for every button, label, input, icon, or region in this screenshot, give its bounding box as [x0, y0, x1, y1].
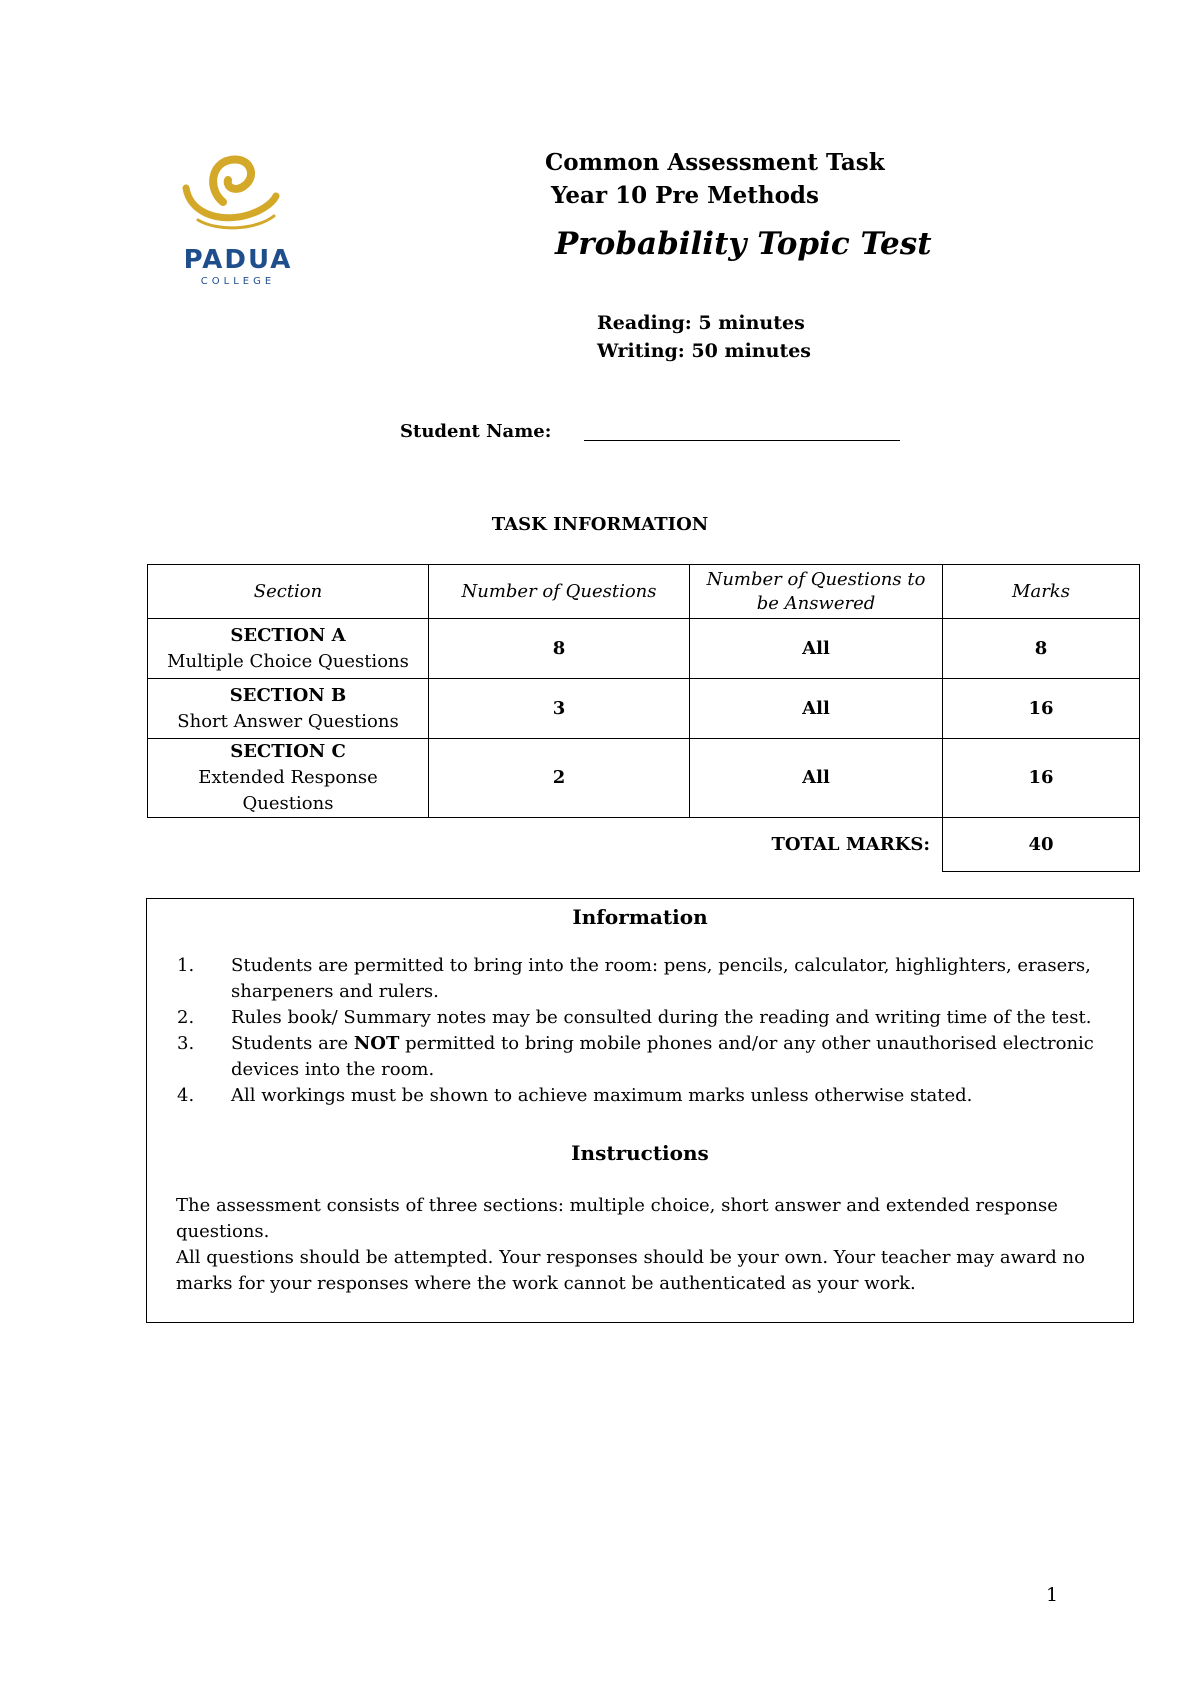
- list-text: Students are: [231, 1033, 354, 1054]
- task-information-table: [147, 564, 1140, 872]
- answered-cell: All: [690, 679, 943, 739]
- section-name: SECTION B: [229, 684, 347, 706]
- table-row: [148, 619, 1140, 679]
- header-line-1: Common Assessment Task: [545, 149, 885, 176]
- section-desc: Multiple Choice Questions: [167, 650, 409, 672]
- list-number: 2.: [177, 1007, 195, 1028]
- answered-cell: All: [690, 739, 943, 818]
- questions-cell: 3: [429, 679, 690, 739]
- list-item: [177, 1031, 1107, 1083]
- information-heading: Information: [572, 905, 708, 929]
- list-item: [177, 1083, 1107, 1109]
- table-header-row: [148, 565, 1140, 619]
- instructions-text: [176, 1193, 1116, 1297]
- column-header: Number of Questions: [429, 565, 690, 619]
- table-row: [148, 679, 1140, 739]
- total-marks-value: 40: [943, 818, 1140, 872]
- padua-college-logo: [168, 150, 308, 290]
- student-name-label: Student Name:: [400, 421, 552, 442]
- information-list: [177, 953, 1107, 1109]
- list-text-bold: NOT: [353, 1033, 400, 1054]
- logo-sub: COLLEGE: [200, 276, 276, 287]
- reading-time: Reading: 5 minutes: [597, 312, 805, 334]
- logo-name: PADUA: [183, 245, 293, 275]
- padua-logo-mark-icon: [168, 150, 308, 290]
- marks-cell: 16: [943, 679, 1140, 739]
- list-number: 4.: [177, 1085, 195, 1106]
- list-number: 3.: [177, 1033, 195, 1054]
- section-name: SECTION C: [230, 741, 346, 762]
- page-title: Probability Topic Test: [555, 226, 932, 262]
- list-text: Students are permitted to bring into the room: pens, pencils, calculator, highlighters, erasers, sharpeners and rulers.: [231, 955, 1091, 1002]
- questions-cell: 8: [429, 619, 690, 679]
- writing-time: Writing: 50 minutes: [597, 340, 812, 362]
- section-desc: Short Answer Questions: [177, 710, 399, 732]
- list-item: [177, 1005, 1107, 1031]
- list-text: All workings must be shown to achieve maximum marks unless otherwise stated.: [231, 1085, 973, 1106]
- header-line-2: Year 10 Pre Methods: [551, 182, 819, 209]
- student-name-field[interactable]: [584, 440, 900, 441]
- section-name: SECTION A: [230, 624, 346, 646]
- table-row: [148, 739, 1140, 818]
- total-marks-label: TOTAL MARKS:: [771, 833, 930, 855]
- section-cell: [148, 739, 429, 818]
- instructions-paragraph: The assessment consists of three sections: multiple choice, short answer and extended response questions.: [176, 1195, 1058, 1242]
- section-cell: [148, 619, 429, 679]
- marks-cell: 8: [943, 619, 1140, 679]
- list-text: permitted to bring mobile phones and/or any other unauthorised electronic devices into the room.: [231, 1033, 1094, 1080]
- marks-cell: 16: [943, 739, 1140, 818]
- list-text: Rules book/ Summary notes may be consulted during the reading and writing time of the test.: [231, 1007, 1092, 1028]
- task-information-heading: TASK INFORMATION: [491, 514, 709, 535]
- instructions-heading: Instructions: [571, 1141, 709, 1165]
- questions-cell: 2: [429, 739, 690, 818]
- list-number: 1.: [177, 955, 195, 976]
- section-desc: Extended Response Questions: [198, 767, 378, 814]
- answered-cell: All: [690, 619, 943, 679]
- section-cell: [148, 679, 429, 739]
- page-number: 1: [1046, 1584, 1059, 1606]
- list-item: [177, 953, 1107, 1005]
- information-box: [146, 898, 1134, 1323]
- column-header: Section: [148, 565, 429, 619]
- column-header: Marks: [943, 565, 1140, 619]
- instructions-paragraph: All questions should be attempted. Your responses should be your own. Your teacher may award no marks for your responses where the work cannot be authenticated as your work.: [176, 1247, 1085, 1294]
- column-header: Number of Questions to be Answered: [690, 565, 943, 619]
- total-row: [148, 818, 1140, 872]
